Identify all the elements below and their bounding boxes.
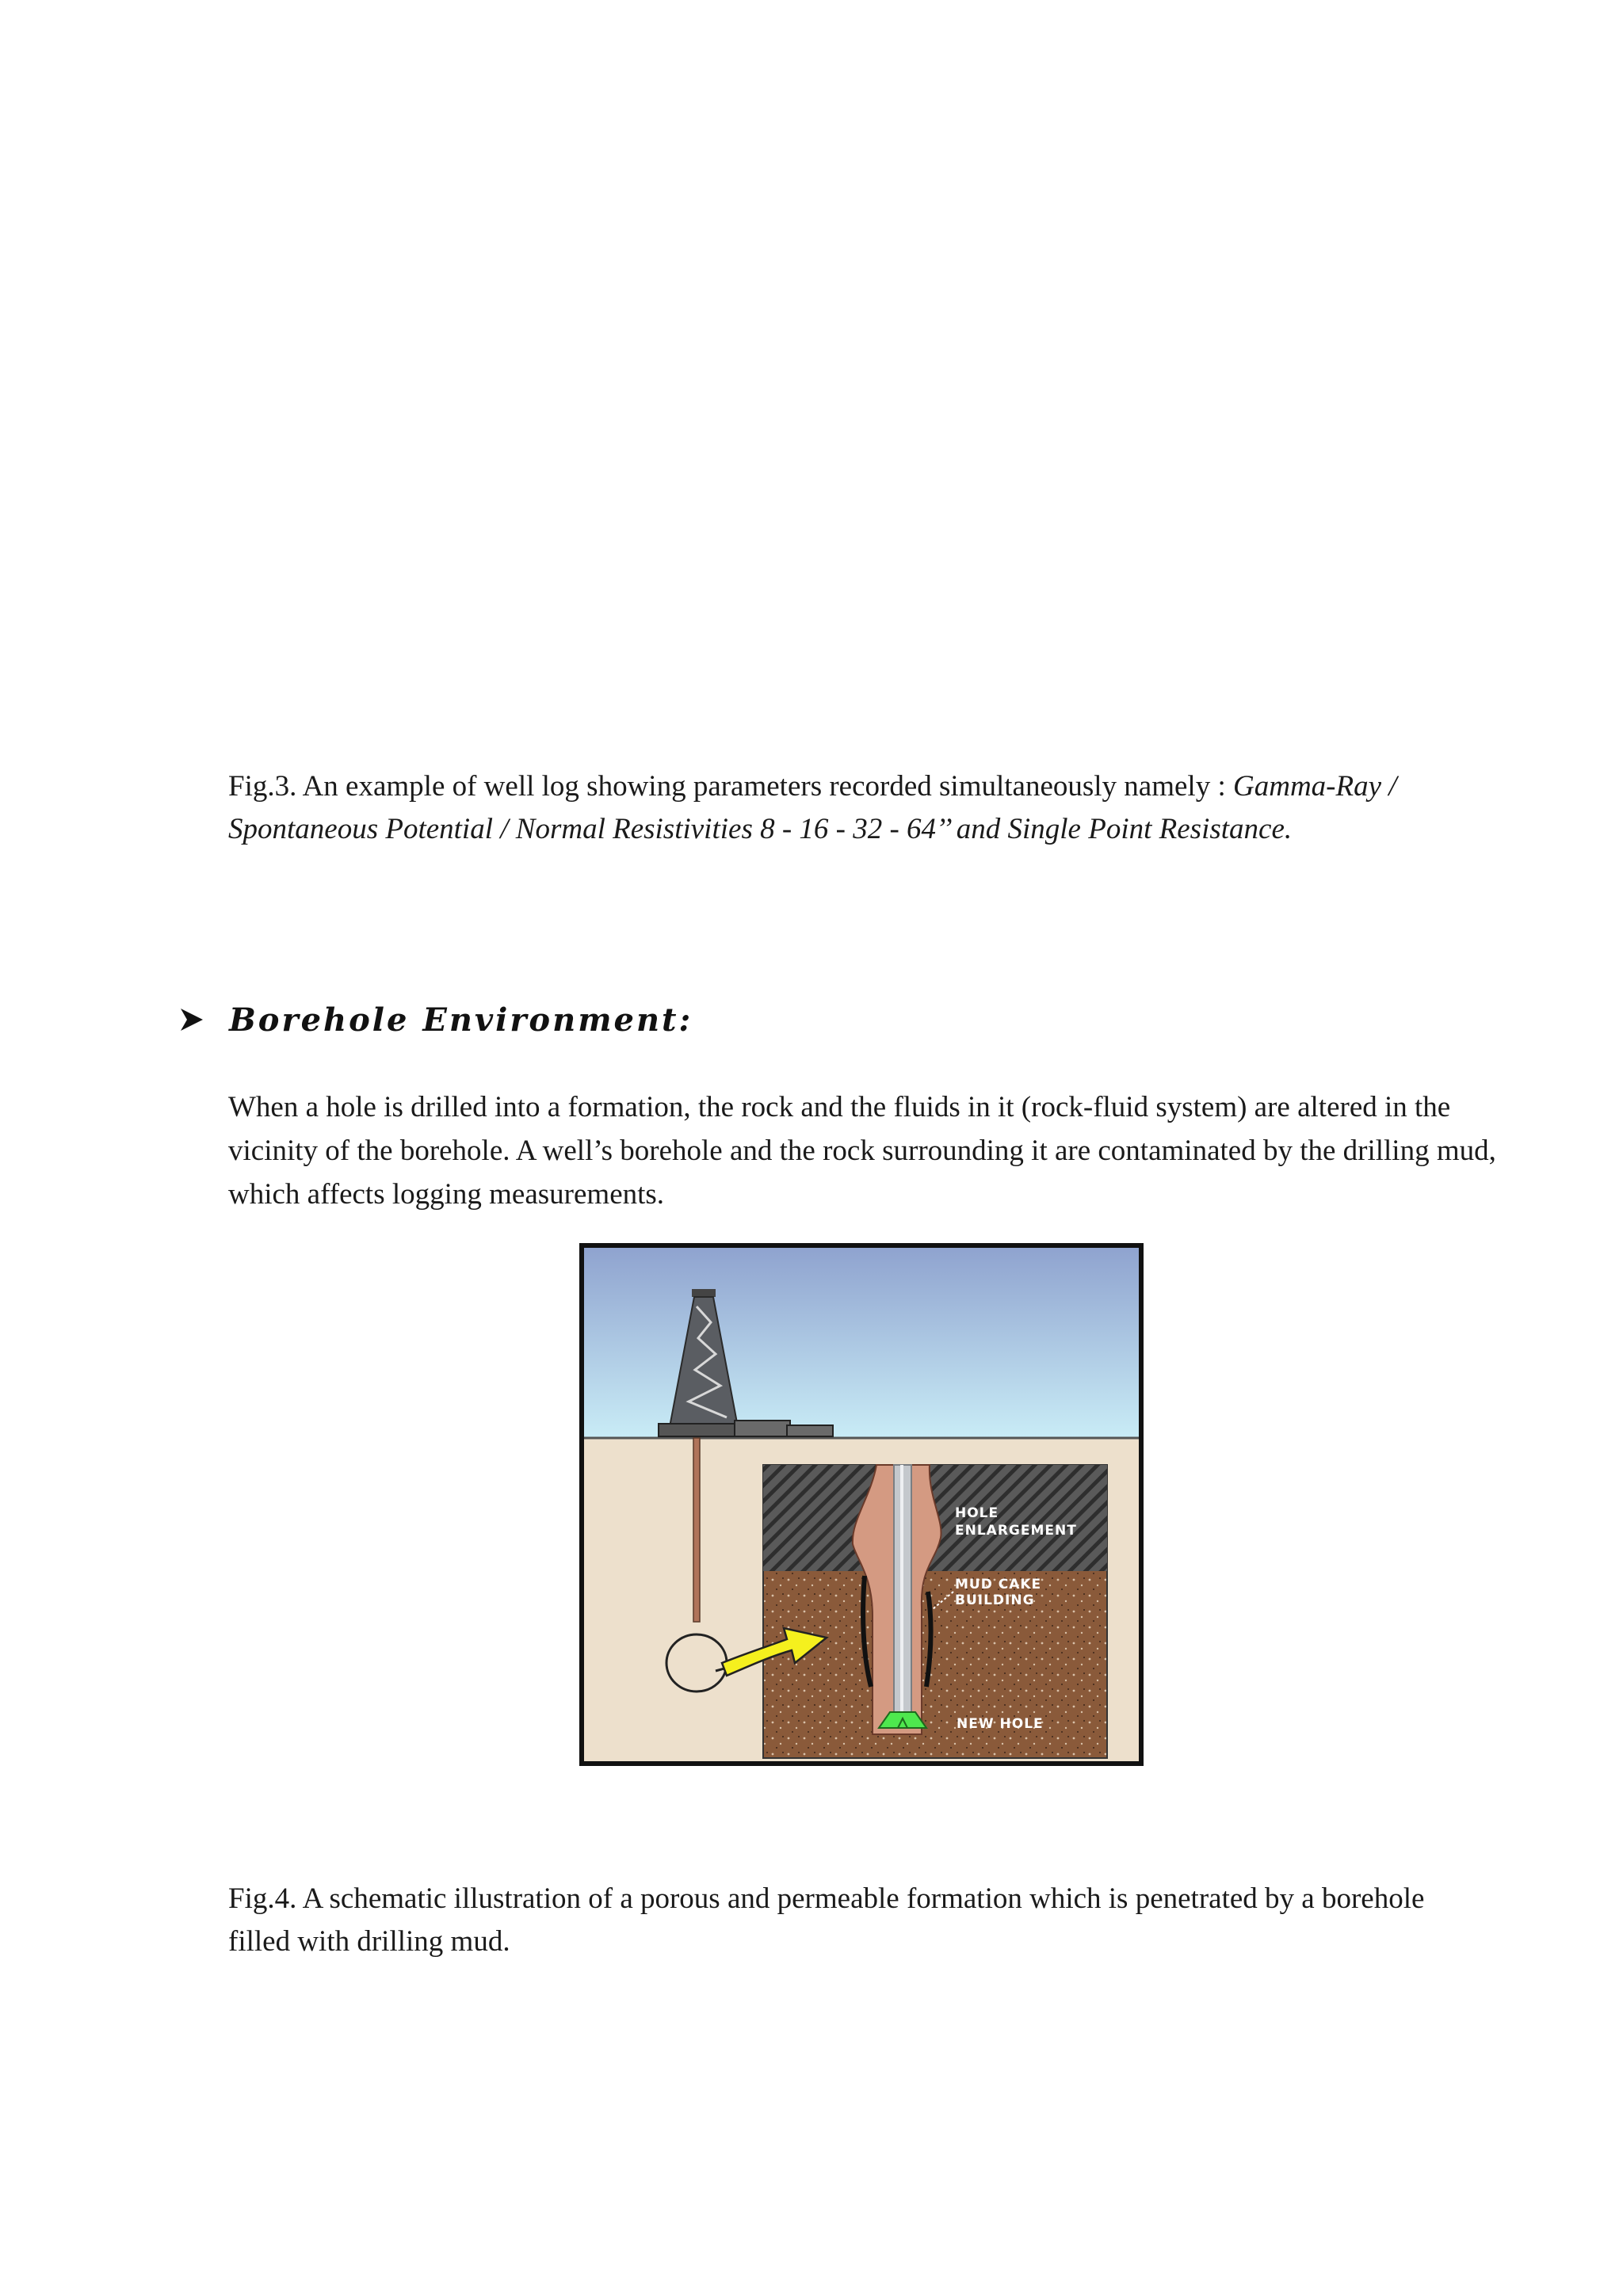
- fig3-caption: [228, 765, 1480, 851]
- inset-detail: [763, 1465, 1107, 1758]
- fig3-caption-italic: Gamma-Ray / Spontaneous Potential / Normal Resistivities 8 - 16 - 32 - 64’’ and Single Point Resistance.: [228, 770, 1397, 845]
- drill-pipe: [693, 1438, 700, 1622]
- label-building: BUILDING: [955, 1592, 1035, 1608]
- fig4-caption: Fig.4. A schematic illustration of a porous and permeable formation which is penetrated by a borehole filled with drilling mud.: [228, 1882, 1425, 1958]
- borehole-illustration: [579, 1243, 1144, 1766]
- arrowhead-bullet-icon: [178, 1006, 205, 1033]
- label-mud-cake: MUD CAKE: [955, 1577, 1042, 1592]
- borehole-figure: [579, 1243, 1144, 1766]
- label-new-hole: NEW HOLE: [957, 1716, 1044, 1732]
- sky: [584, 1248, 1139, 1438]
- label-enlargement: ENLARGEMENT: [955, 1523, 1077, 1539]
- section-heading-row: [178, 992, 693, 1047]
- section-paragraph: When a hole is drilled into a formation, the rock and the fluids in it (rock-fluid system) are altered in the vicinity of the borehole. A well’s borehole and the rock surrounding it are contaminated by the drilling mud, which affects logging measurements.: [228, 1091, 1496, 1211]
- section-heading: Borehole Environment:: [229, 1001, 693, 1039]
- label-hole: HOLE: [955, 1505, 999, 1521]
- fig3-caption-text: Fig.3. An example of well log showing parameters recorded simultaneously namely :: [228, 770, 1233, 803]
